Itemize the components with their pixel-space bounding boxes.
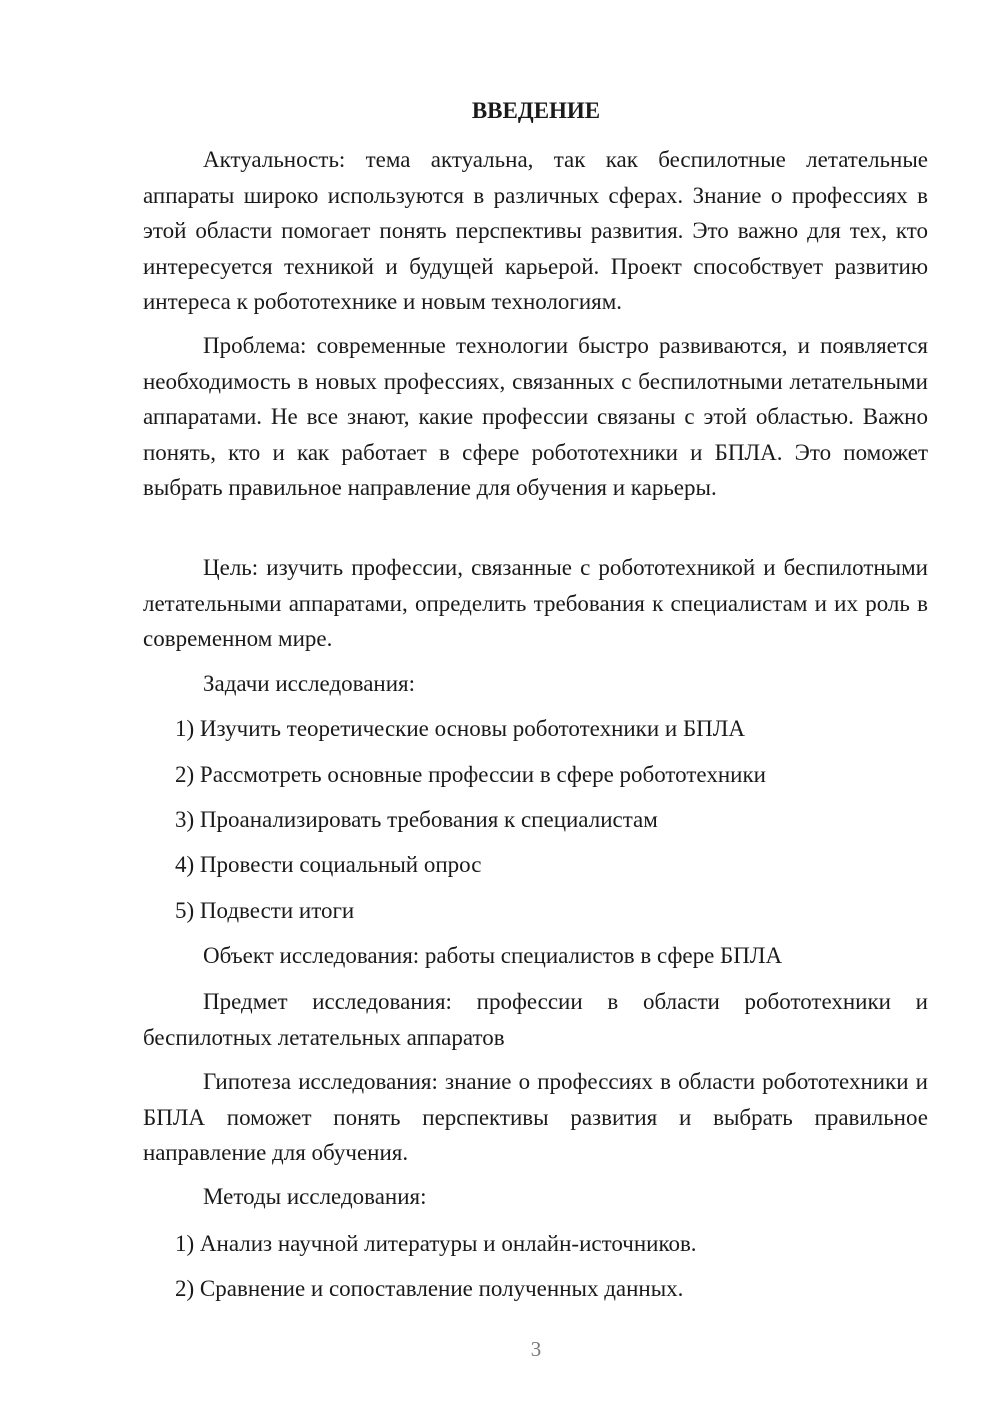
task-item: 2) Рассмотреть основные профессии в сфере робототехники [175, 762, 766, 787]
tasks-heading: Задачи исследования: [203, 671, 416, 696]
method-item: 2) Сравнение и сопоставление полученных данных. [175, 1276, 684, 1301]
object-paragraph: Объект исследования: работы специалистов в сфере БПЛА [203, 943, 783, 968]
relevance-paragraph: Актуальность: тема актуальна, так как беспилотные летательные аппараты широко используются в различных сферах. Знание о профессиях в этой области помогает понять перспективы развития. Это важно для тех, кто интересуется техникой и будущей карьерой. Проект способствует развитию интереса к робототехнике и новым технологиям. [143, 147, 928, 314]
task-item: 3) Проанализировать требования к специалистам [175, 807, 658, 832]
subject-paragraph: Предмет исследования: профессии в области робототехники и беспилотных летательных аппаратов [143, 989, 928, 1050]
section-title: ВВЕДЕНИЕ [471, 98, 601, 123]
page-number: 3 [530, 1337, 542, 1361]
task-item: 1) Изучить теоретические основы робототехники и БПЛА [175, 716, 746, 741]
problem-paragraph: Проблема: современные технологии быстро развиваются, и появляется необходимость в новых профессиях, связанных с беспилотными летательными аппаратами. Не все знают, какие профессии связаны с этой областью. Важно понять, кто и как работает в сфере робототехники и БПЛА. Это поможет выбрать правильное направление для обучения и карьеры. [143, 333, 928, 500]
method-item: 1) Анализ научной литературы и онлайн-источников. [175, 1231, 697, 1256]
methods-heading: Методы исследования: [203, 1184, 427, 1209]
hypothesis-paragraph: Гипотеза исследования: знание о профессиях в области робототехники и БПЛА поможет понять перспективы развития и выбрать правильное направление для обучения. [143, 1069, 928, 1165]
goal-paragraph: Цель: изучить профессии, связанные с робототехникой и беспилотными летательными аппаратами, определить требования к специалистам и их роль в современном мире. [143, 555, 928, 651]
task-item: 5) Подвести итоги [175, 898, 355, 923]
task-item: 4) Провести социальный опрос [175, 852, 482, 877]
